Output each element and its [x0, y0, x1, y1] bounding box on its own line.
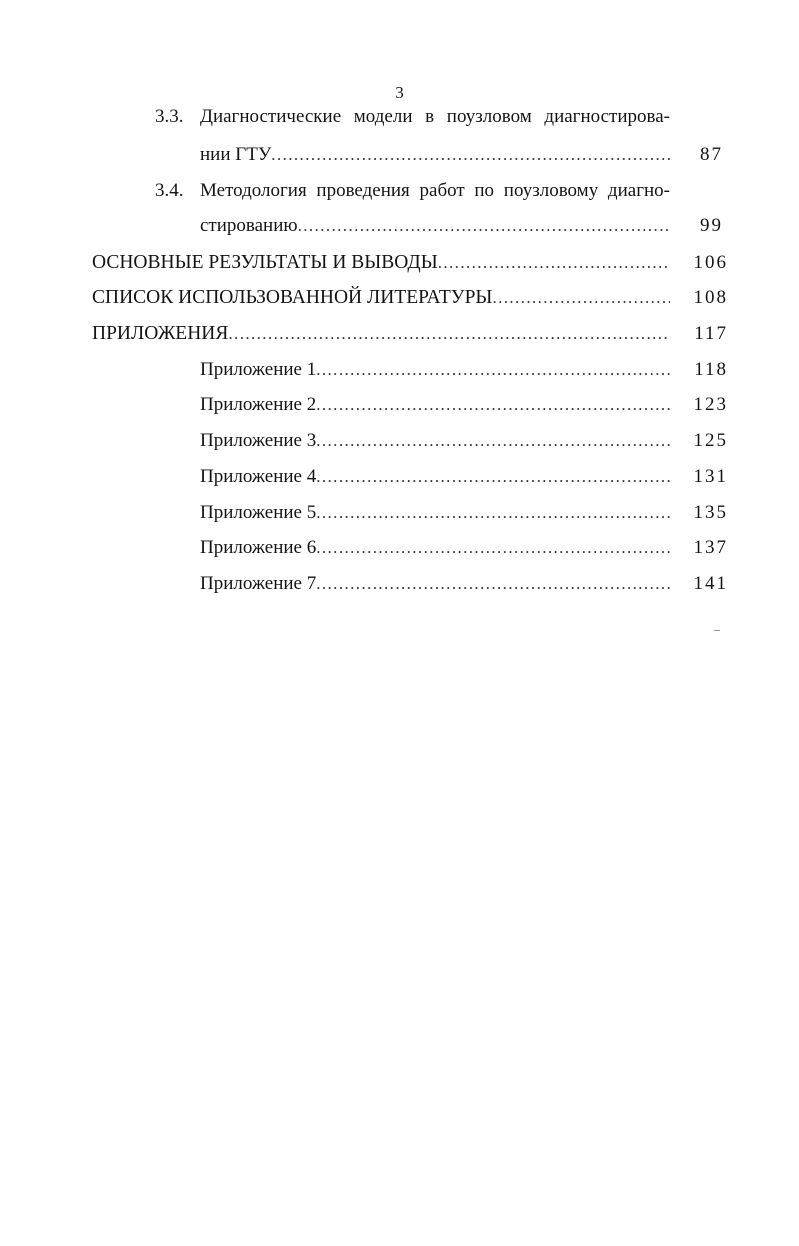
leader-dots	[316, 356, 670, 384]
leader-dots	[228, 320, 670, 348]
toc-entry-text: ОСНОВНЫЕ РЕЗУЛЬТАТЫ И ВЫВОДЫ	[92, 252, 438, 273]
leader-dots	[271, 141, 670, 169]
leader-dots	[316, 391, 670, 419]
toc-entry-text: Методология проведения работ по поузловому диагно-	[200, 180, 670, 201]
toc-entry-text: Приложение 5	[200, 502, 317, 523]
toc-page-number: 118	[694, 359, 728, 380]
toc-entry-text: Приложение 3	[200, 430, 317, 451]
toc-entry-text: Приложение 6	[200, 537, 317, 558]
toc-page-number: 135	[693, 502, 728, 523]
page-number: 3	[395, 83, 404, 102]
leader-dots	[316, 499, 670, 527]
toc-entry[interactable]	[92, 284, 670, 312]
toc-section-number: 3.4.	[155, 180, 184, 201]
leader-dots	[316, 427, 670, 455]
toc-entry[interactable]	[200, 463, 670, 491]
toc-entry[interactable]	[200, 499, 670, 527]
leader-dots	[492, 284, 670, 312]
toc-entry[interactable]	[200, 141, 670, 169]
toc-entry[interactable]	[200, 356, 670, 384]
toc-page-number: 117	[694, 323, 728, 344]
toc-entry[interactable]	[200, 212, 670, 240]
leader-dots	[438, 249, 670, 277]
leader-dots	[316, 463, 670, 491]
toc-entry-text: Диагностические модели в поузловом диагностирова-	[200, 106, 670, 127]
toc-page-number: 137	[693, 537, 728, 558]
leader-dots	[316, 570, 670, 598]
toc-page-number: 106	[693, 252, 728, 273]
toc-page-number: 141	[693, 573, 728, 594]
scan-speck	[714, 630, 720, 631]
toc-entry-text: Приложение 1	[200, 359, 317, 380]
toc-entry-text: Приложение 4	[200, 466, 317, 487]
leader-dots	[298, 212, 670, 240]
toc-page-number: 125	[693, 430, 728, 451]
toc-section-number: 3.3.	[155, 106, 184, 127]
toc-page-number: 131	[693, 466, 728, 487]
toc-entry[interactable]	[200, 391, 670, 419]
toc-entry[interactable]	[200, 570, 670, 598]
toc-page-number: 108	[693, 287, 728, 308]
toc-entry[interactable]	[92, 249, 670, 277]
toc-page-number: 99	[700, 215, 723, 236]
toc-page-number: 87	[700, 144, 723, 165]
toc-entry[interactable]	[200, 534, 670, 562]
toc-page-number: 123	[693, 394, 728, 415]
toc-entry-text: стированию	[200, 215, 298, 236]
toc-entry-text: СПИСОК ИСПОЛЬЗОВАННОЙ ЛИТЕРАТУРЫ	[92, 287, 493, 308]
toc-entry[interactable]	[200, 427, 670, 455]
toc-entry[interactable]	[92, 320, 670, 348]
toc-entry-text: Приложение 7	[200, 573, 317, 594]
toc-entry-text: ПРИЛОЖЕНИЯ	[92, 323, 229, 344]
toc-entry-text: Приложение 2	[200, 394, 317, 415]
toc-entry-text: нии ГТУ	[200, 144, 272, 165]
leader-dots	[316, 534, 670, 562]
